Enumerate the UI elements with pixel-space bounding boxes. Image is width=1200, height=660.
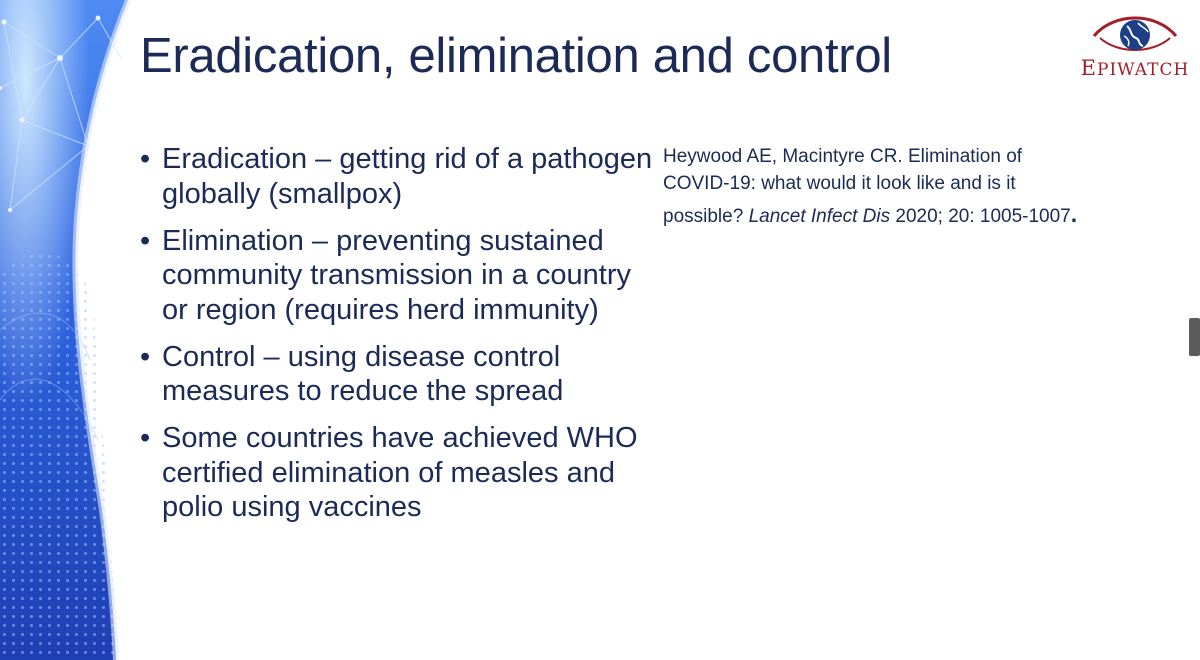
citation-line-1: Heywood AE, Macintyre CR. Elimination of <box>663 146 1023 167</box>
bullet-item <box>140 340 660 409</box>
eye-globe-icon <box>1080 8 1190 58</box>
citation-journal: Lancet Infect Dis <box>748 206 891 227</box>
citation-line-2: COVID-19: what would it look like and is it <box>663 173 1016 194</box>
bullet-list <box>140 142 660 537</box>
bullet-dot: • <box>140 422 151 454</box>
bullet-item <box>140 142 660 211</box>
logo-initial: E <box>1080 56 1098 80</box>
logo-rest: PIWATCH <box>1097 60 1190 80</box>
bullet-text: Some countries have achieved WHO certified elimination of measles and polio using vaccines <box>162 422 638 523</box>
bullet-item <box>140 224 660 328</box>
bullet-dot: • <box>140 224 151 257</box>
citation <box>663 143 1133 230</box>
citation-pre-journal: possible? <box>663 206 749 227</box>
slide-title: Eradication, elimination and control <box>140 29 892 83</box>
scrollbar-thumb[interactable] <box>1189 318 1200 356</box>
bullet-text: Elimination – preventing sustained community transmission in a country or region (requires herd immunity) <box>162 224 631 326</box>
logo-wordmark <box>1080 56 1190 80</box>
bullet-dot: • <box>140 340 151 373</box>
bullet-text: Eradication – getting rid of a pathogen globally (smallpox) <box>162 143 653 210</box>
citation-period: . <box>1070 201 1078 227</box>
citation-details: 2020; 20: 1005-1007 <box>890 206 1071 227</box>
bullet-dot: • <box>140 143 151 175</box>
citation-line-3 <box>663 201 1133 230</box>
bullet-text: Control – using disease control measures to reduce the spread <box>162 340 564 407</box>
epiwatch-logo <box>1080 8 1190 80</box>
bullet-item <box>140 421 660 525</box>
